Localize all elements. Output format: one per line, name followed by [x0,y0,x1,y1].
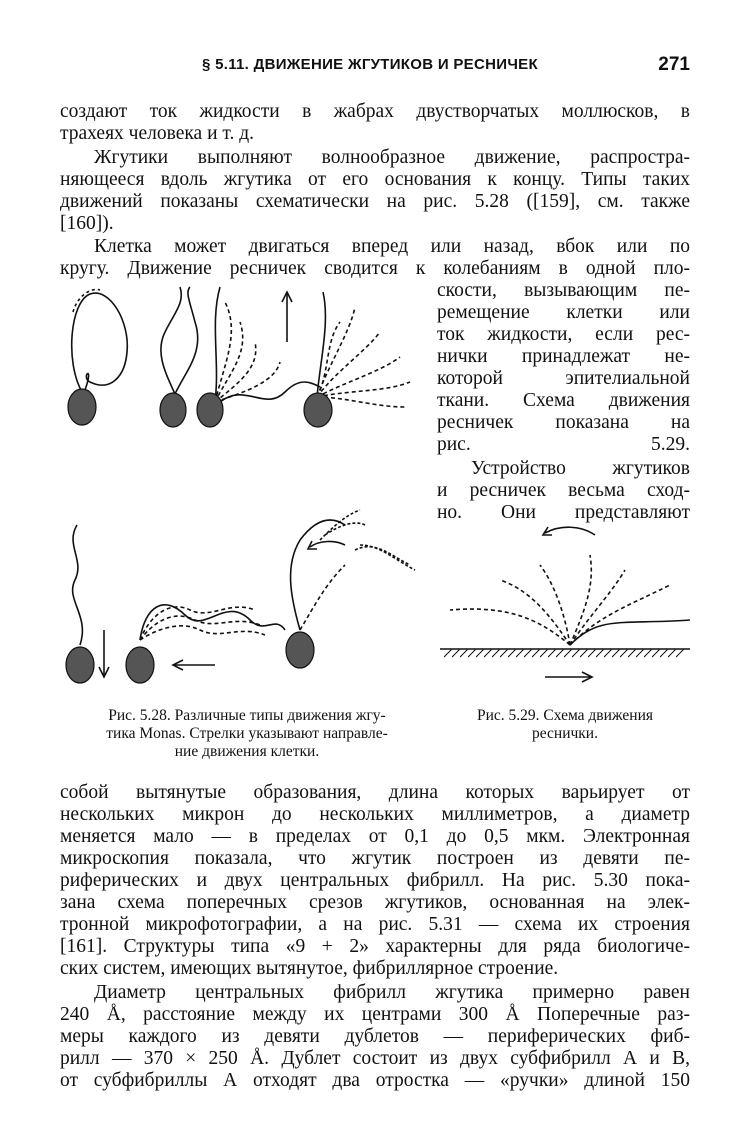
text-line: риферических и двух центральных фибрилл. На рис. 5.30 пока- [60,870,690,891]
text-line: от субфибриллы А отходят два отростка — «ручки» длиной 150 [60,1070,690,1091]
page-number: 271 [658,54,690,75]
text-line: движений показаны схематически на рис. 5.28 ([159], см. также [60,191,690,212]
text-line: собой вытянутые образования, длина которых варьирует от [60,782,690,803]
text-line: ских систем, имеющих вытянутое, фибриллярное строение. [60,958,559,979]
text-line: зана схема поперечных срезов жгутиков, основанная на элек- [60,892,690,913]
text-line: скости, вызывающим пе- [437,280,690,301]
caption-line: реснички. [532,725,598,742]
text-line: но. Они представляют [437,502,690,523]
text-line: Устройство жгутиков [471,458,690,479]
text-line: [160]). [60,213,114,234]
figure-5-29 [440,515,690,685]
caption-fig-5-29 [445,707,685,743]
text-line: ремещение клетки или [437,302,690,323]
text-line: ток жидкости, если рес- [437,324,690,345]
caption-line: Рис. 5.29. Схема движения [476,707,654,724]
text-line: Диаметр центральных фибрилл жгутика примерно равен [94,982,690,1003]
text-line: трахеях человека и т. д. [60,123,254,144]
text-line: ресничек показана на [437,412,690,433]
text-line: которой эпителиальной [437,368,690,389]
text-line: меры каждого из девяти дублетов — периферических фиб- [60,1026,690,1047]
caption-line: тика Monas. Стрелки указывают направле- [106,725,388,742]
text-line: нескольких микрон до нескольких миллиметров, а диаметр [60,804,690,825]
running-title: § 5.11. ДВИЖЕНИЕ ЖГУТИКОВ И РЕСНИЧЕК [202,56,538,73]
text-line: 240 Å, расстояние между их центрами 300 Å Поперечные раз- [60,1004,690,1025]
text-line: рис. 5.29. [437,434,690,455]
text-line: тронной микрофотографии, а на рис. 5.31 — схема их строения [60,914,690,935]
text-line: Клетка может двигаться вперед или назад, вбок или по [94,236,690,257]
text-line: создают ток жидкости в жабрах двустворчатых моллюсков, в [60,101,690,122]
text-line: няющееся вдоль жгутика от его основания к концу. Типы таких [60,169,690,190]
caption-line: ние движения клетки. [174,743,320,760]
text-line: рилл — 370 × 250 Å. Дублет состоит из двух субфибрилл А и В, [60,1048,690,1069]
running-head [60,56,690,80]
text-line: [161]. Структуры типа «9 + 2» характерны для ряда биологиче- [60,936,690,957]
caption-fig-5-28 [64,707,430,761]
text-line: нички принадлежат не- [437,346,690,367]
text-line: меняется мало — в пределах от 0,1 до 0,5 мкм. Электронная [60,826,690,847]
text-line: микроскопия показала, что жгутик построен из девяти пе- [60,848,690,869]
caption-line: Рис. 5.28. Различные типы движения жгу- [108,707,386,724]
figure-5-28-top [55,282,440,432]
figure-5-28-bottom [55,505,440,700]
text-line: и ресничек весьма сход- [437,480,690,501]
text-line: ткани. Схема движения [437,390,690,411]
text-line: Жгутики выполняют волнообразное движение, распростра- [94,147,690,168]
text-line: кругу. Движение ресничек сводится к колебаниям в одной пло- [60,258,690,279]
